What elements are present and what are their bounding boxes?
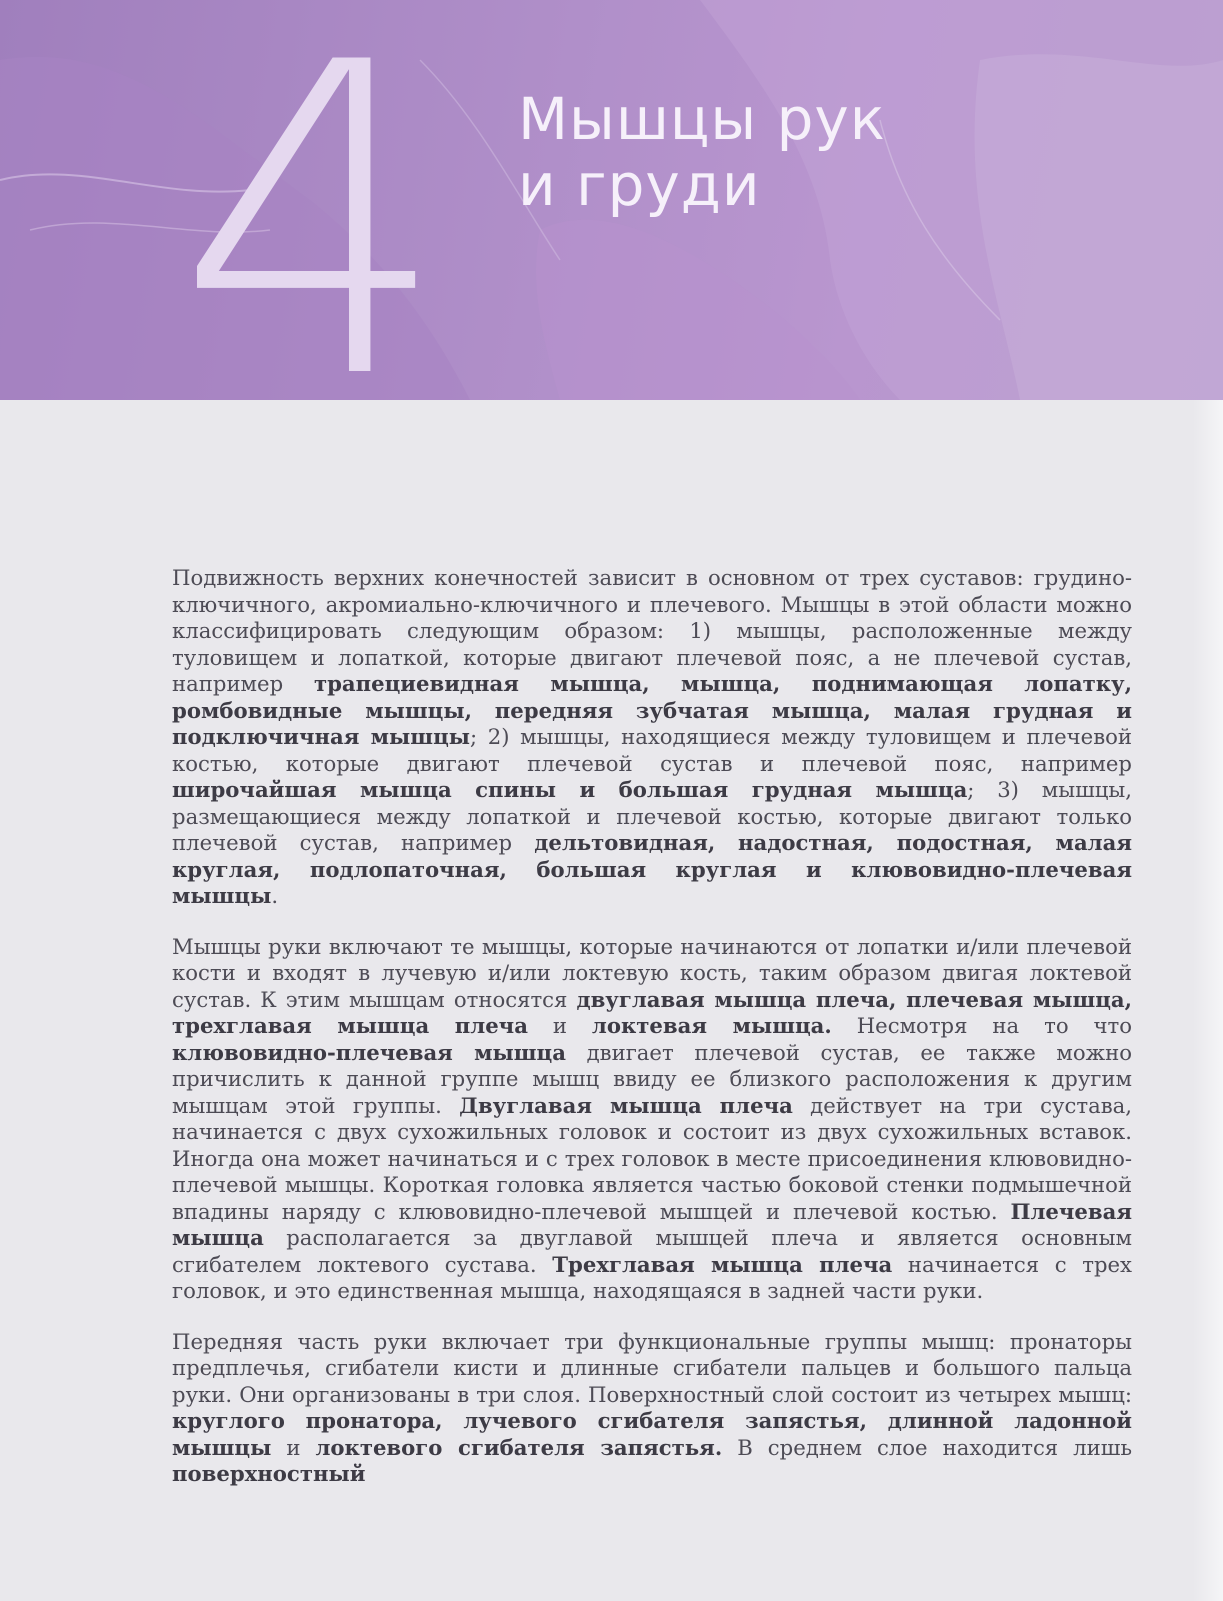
bold-term: локтевого сгибателя запястья. [315, 1434, 723, 1460]
bold-term: круглого пронатора, лучевого сгибателя запястья, длинной ладонной мышцы [172, 1408, 1132, 1460]
chapter-banner [0, 0, 1223, 400]
text-run: Несмотря на то что [831, 1013, 1132, 1038]
chapter-title-line-2: и груди [518, 151, 761, 219]
bold-term: широчайшая мышца спины и большая грудная мышца [172, 777, 968, 802]
text-run: располагается за двуглавой мышцей плеча и является основным сгибателем локтевого сустава. [172, 1225, 1132, 1277]
text-run: Подвижность верхних конечностей зависит в основном от трех суставов: грудино-ключичного, акромиально-ключичного и плечевого. Мышцы в этой области можно классифицировать следующим образом: 1) мышцы, расположенные между туловищем и лопаткой, которые двигают плечевой пояс, а не плечевой сустав, например [172, 565, 1132, 696]
paragraph-2 [172, 934, 1132, 1305]
chapter-title [518, 86, 886, 218]
bold-term: Плечевая мышца [172, 1198, 1132, 1250]
text-run: ; 2) мышцы, находящиеся между туловищем и плечевой костью, которые двигают плечевой сустав и плечевой пояс, например [172, 724, 1133, 776]
text-run: и [271, 1434, 316, 1460]
text-run: В среднем слое находится лишь [722, 1434, 1132, 1460]
paragraph-3 [172, 1329, 1132, 1488]
page-edge-shadow [1193, 400, 1223, 1601]
text-run: Мышцы руки включают те мышцы, которые начинаются от лопатки и/или плечевой кости и входят в лучевую и/или локтевую кость, таким образом двигая локтевой сустав. К этим мышцам относятся [172, 933, 1132, 1012]
bold-term: Трехглавая мышца плеча [552, 1251, 893, 1277]
text-run: действует на три сустава, начинается с двух сухожильных головок и состоит из двух сухожильных вставок. Иногда она может начинаться и с трех головок в месте присоединения клювовидно-плечевой мышцы. Короткая головка является частью боковой стенки подмышечной впадины наряду с клювовидно-плечевой мышцей и плечевой костью. [172, 1092, 1132, 1224]
bold-term: трапециевидная мышца, мышца, поднимающая лопатку, ромбовидные мышцы, передняя зубчатая мышца, малая грудная и подключичная мышцы [172, 671, 1132, 749]
bold-term: Двуглавая мышца плеча [459, 1092, 793, 1118]
chapter-number: 4 [176, 0, 440, 400]
text-run: . [271, 883, 279, 908]
bold-term: локтевая мышца. [591, 1013, 832, 1038]
chapter-title-line-1: Мышцы рук [518, 85, 886, 153]
bold-term: поверхностный [172, 1461, 366, 1486]
body-text [172, 565, 1132, 1512]
bold-term: клювовидно-плечевая мышца [172, 1039, 566, 1065]
text-run: двигает плечевой сустав, ее также можно причислить к данной группе мышц ввиду ее близкого расположения к другим мышцам этой группы. [172, 1039, 1133, 1118]
text-run: Передняя часть руки включает три функциональные группы мышц: пронаторы предплечья, сгибатели кисти и длинные сгибатели пальцев и большого пальца руки. Они организованы в три слоя. Поверхностный слой состоит из четырех мышц: [172, 1328, 1132, 1407]
text-run: и [527, 1013, 592, 1038]
paragraph-1 [172, 565, 1132, 910]
text-run: начинается с трех головок, и это единственная мышца, находящаяся в задней части руки. [172, 1251, 1132, 1303]
bold-term: двуглавая мышца плеча, плечевая мышца, трехглавая мышца плеча [172, 986, 1132, 1038]
text-run: ; 3) мышцы, размещающиеся между лопаткой и плечевой костью, которые двигают только плечевой сустав, например [172, 777, 1132, 855]
bold-term: дельтовидная, надостная, подостная, малая круглая, подлопаточная, большая круглая и клювовидно-плечевая мышцы [172, 830, 1132, 908]
